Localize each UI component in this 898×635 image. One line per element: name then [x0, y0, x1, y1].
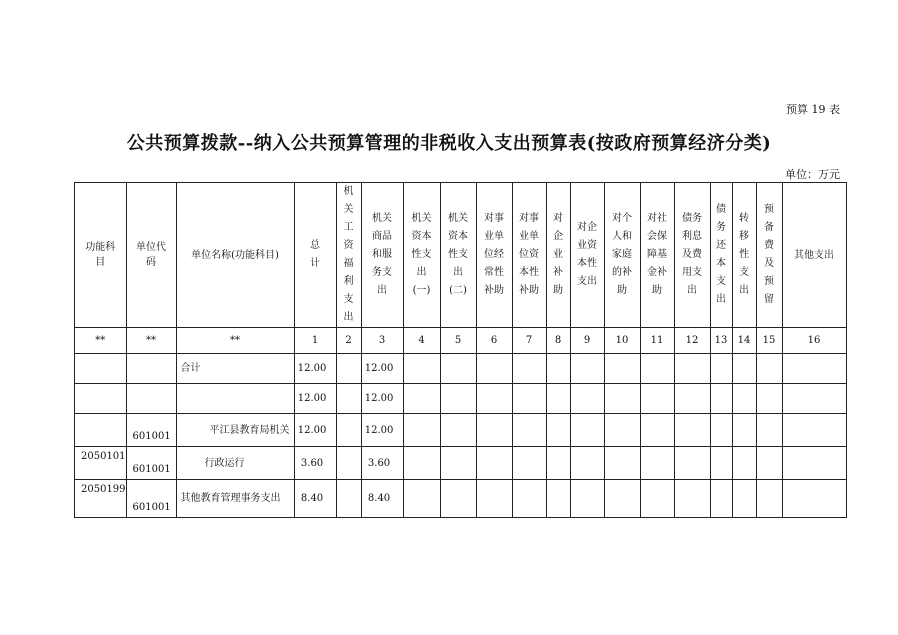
- value-cell: [640, 384, 674, 414]
- value-cell: [440, 480, 476, 518]
- value-cell: [476, 447, 512, 480]
- value-cell: [476, 384, 512, 414]
- value-cell: [782, 354, 846, 384]
- index-cell: 13: [710, 328, 732, 354]
- table-row: [75, 384, 847, 414]
- col-header: 对社会保障基金补助: [640, 183, 674, 328]
- index-cell: 12: [674, 328, 710, 354]
- value-cell: [756, 480, 782, 518]
- index-cell: 7: [512, 328, 546, 354]
- col-header: 单位代码: [126, 183, 176, 328]
- unit-name-cell: 合计: [176, 354, 294, 384]
- unit-code-cell: [126, 354, 176, 384]
- value-cell: [546, 414, 570, 447]
- value-cell: [732, 414, 756, 447]
- value-cell: [512, 354, 546, 384]
- value-cell: [570, 414, 604, 447]
- col-header: 对企业资本性支出: [570, 183, 604, 328]
- value-cell: [403, 414, 440, 447]
- value-cell: [570, 384, 604, 414]
- index-cell: 5: [440, 328, 476, 354]
- value-cell: [570, 354, 604, 384]
- value-cell: [336, 354, 361, 384]
- unit-label: 单位：万元: [785, 168, 840, 181]
- value-cell: [674, 480, 710, 518]
- col-header: 预备费及预留: [756, 183, 782, 328]
- value-cell: [512, 447, 546, 480]
- value-cell: [403, 354, 440, 384]
- func-code-cell: 2050101: [75, 447, 127, 480]
- value-cell: [403, 480, 440, 518]
- value-cell: [476, 354, 512, 384]
- value-cell: [674, 414, 710, 447]
- value-cell: [756, 384, 782, 414]
- func-code-cell: 2050199: [75, 480, 127, 518]
- value-cell: [440, 384, 476, 414]
- value-cell: [512, 414, 546, 447]
- unit-name-cell: 行政运行: [176, 447, 294, 480]
- index-cell: **: [75, 328, 127, 354]
- value-cell: [336, 447, 361, 480]
- value-cell: [403, 447, 440, 480]
- func-code-cell: [75, 354, 127, 384]
- table-row: [75, 447, 847, 480]
- value-cell: [512, 384, 546, 414]
- col-header: 其他支出: [782, 183, 846, 328]
- value-cell: [604, 384, 640, 414]
- value-cell: [512, 480, 546, 518]
- col-header: 总计: [294, 183, 336, 328]
- value-cell: [403, 384, 440, 414]
- value-cell: [570, 480, 604, 518]
- total-cell: 3.60: [294, 447, 336, 480]
- header-row: [75, 183, 847, 328]
- goods-services-cell: 12.00: [361, 414, 403, 447]
- value-cell: [604, 480, 640, 518]
- value-cell: [756, 447, 782, 480]
- value-cell: [732, 354, 756, 384]
- table-row: [75, 480, 847, 518]
- index-cell: 4: [403, 328, 440, 354]
- value-cell: [756, 354, 782, 384]
- value-cell: [732, 480, 756, 518]
- index-row: [75, 328, 847, 354]
- value-cell: [782, 384, 846, 414]
- value-cell: [756, 414, 782, 447]
- goods-services-cell: 3.60: [361, 447, 403, 480]
- value-cell: [674, 354, 710, 384]
- total-cell: 12.00: [294, 414, 336, 447]
- value-cell: [476, 480, 512, 518]
- value-cell: [546, 384, 570, 414]
- value-cell: [732, 447, 756, 480]
- col-header: 单位名称(功能科目): [176, 183, 294, 328]
- index-cell: 6: [476, 328, 512, 354]
- index-cell: 16: [782, 328, 846, 354]
- value-cell: [546, 354, 570, 384]
- value-cell: [476, 414, 512, 447]
- total-cell: 12.00: [294, 384, 336, 414]
- col-header: 对事业单位资本性补助: [512, 183, 546, 328]
- index-cell: 10: [604, 328, 640, 354]
- value-cell: [640, 354, 674, 384]
- value-cell: [674, 384, 710, 414]
- value-cell: [710, 414, 732, 447]
- value-cell: [710, 447, 732, 480]
- value-cell: [440, 447, 476, 480]
- value-cell: [640, 414, 674, 447]
- goods-services-cell: 12.00: [361, 354, 403, 384]
- index-cell: 1: [294, 328, 336, 354]
- value-cell: [546, 480, 570, 518]
- form-number: 预算 19 表: [786, 103, 840, 116]
- value-cell: [440, 354, 476, 384]
- col-header: 对事业单位经常性补助: [476, 183, 512, 328]
- index-cell: 2: [336, 328, 361, 354]
- index-cell: 15: [756, 328, 782, 354]
- col-header: 机关商品和服务支出: [361, 183, 403, 328]
- func-code-cell: [75, 384, 127, 414]
- index-cell: **: [176, 328, 294, 354]
- col-header: 对个人和家庭的补助: [604, 183, 640, 328]
- value-cell: [604, 414, 640, 447]
- page-title: 公共预算拨款--纳入公共预算管理的非税收入支出预算表(按政府预算经济分类): [126, 133, 772, 154]
- col-header: 对企业补助: [546, 183, 570, 328]
- total-cell: 8.40: [294, 480, 336, 518]
- value-cell: [640, 447, 674, 480]
- col-header: 债务利息及费用支出: [674, 183, 710, 328]
- unit-name-cell: 平江县教育局机关: [176, 414, 294, 447]
- value-cell: [604, 447, 640, 480]
- value-cell: [782, 414, 846, 447]
- col-header: 转移性支出: [732, 183, 756, 328]
- value-cell: [336, 480, 361, 518]
- value-cell: [674, 447, 710, 480]
- value-cell: [546, 447, 570, 480]
- index-cell: 11: [640, 328, 674, 354]
- col-header: 机关资本性支出(二): [440, 183, 476, 328]
- value-cell: [604, 354, 640, 384]
- value-cell: [336, 384, 361, 414]
- func-code-cell: [75, 414, 127, 447]
- index-cell: 14: [732, 328, 756, 354]
- goods-services-cell: 8.40: [361, 480, 403, 518]
- goods-services-cell: 12.00: [361, 384, 403, 414]
- unit-code-cell: 601001: [126, 447, 176, 480]
- value-cell: [782, 480, 846, 518]
- index-cell: 8: [546, 328, 570, 354]
- value-cell: [732, 384, 756, 414]
- index-cell: **: [126, 328, 176, 354]
- col-header: 功能科目: [75, 183, 127, 328]
- table-row: [75, 414, 847, 447]
- index-cell: 9: [570, 328, 604, 354]
- value-cell: [640, 480, 674, 518]
- value-cell: [710, 480, 732, 518]
- total-cell: 12.00: [294, 354, 336, 384]
- unit-code-cell: 601001: [126, 480, 176, 518]
- col-header: 债务还本支出: [710, 183, 732, 328]
- table-row: [75, 354, 847, 384]
- value-cell: [570, 447, 604, 480]
- value-cell: [710, 384, 732, 414]
- col-header: 机关工资福利支出: [336, 183, 361, 328]
- budget-table: [74, 182, 847, 518]
- unit-code-cell: 601001: [126, 414, 176, 447]
- value-cell: [710, 354, 732, 384]
- value-cell: [336, 414, 361, 447]
- unit-name-cell: 其他教育管理事务支出: [176, 480, 294, 518]
- unit-name-cell: [176, 384, 294, 414]
- unit-code-cell: [126, 384, 176, 414]
- col-header: 机关资本性支出(一): [403, 183, 440, 328]
- value-cell: [782, 447, 846, 480]
- value-cell: [440, 414, 476, 447]
- index-cell: 3: [361, 328, 403, 354]
